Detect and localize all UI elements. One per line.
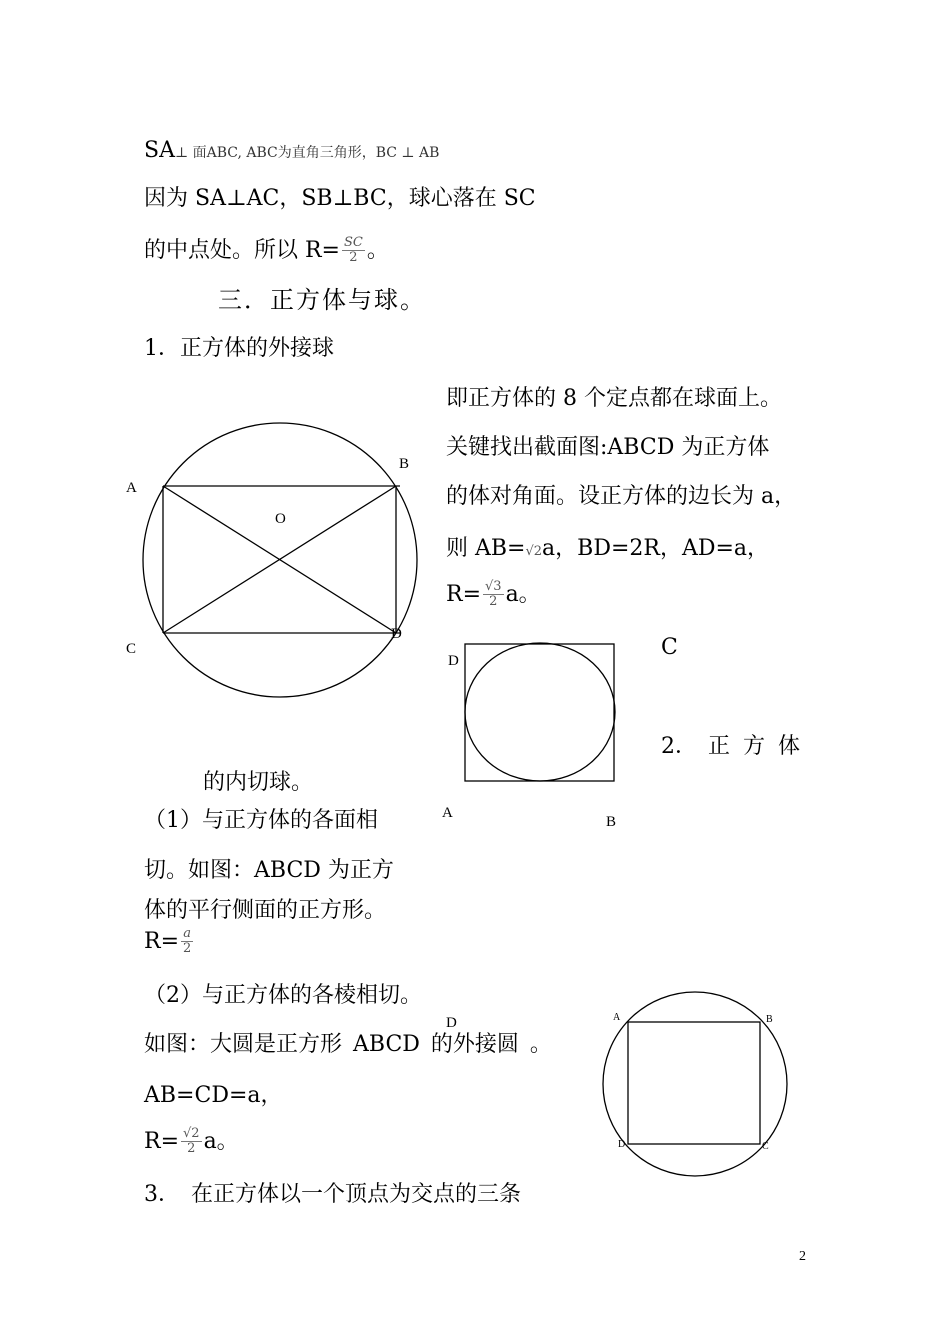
- item-1-title: 1．正方体的外接球: [144, 336, 334, 361]
- sub1-line-b: 切。如图：ABCD 为正方: [144, 858, 394, 883]
- sub1-line-a: （1）与正方体的各面相: [144, 808, 378, 833]
- fig2-label-b: B: [606, 814, 617, 830]
- right-text-2: 关键找出截面图:ABCD 为正方体: [446, 435, 770, 460]
- fig3-label-c: C: [762, 1141, 769, 1152]
- right-text-5: R= $\frac{√3}{2}$ a。: [446, 579, 541, 610]
- sub2-title: （2）与正方体的各棱相切。: [144, 983, 422, 1008]
- fig1-label-o: O: [275, 511, 286, 527]
- sub1-radius: R= $\frac{a}{2}$: [144, 926, 192, 957]
- sub2-description: 如图：大圆是正方形 ABCD 的外接圆 。: [144, 1032, 552, 1057]
- page-number: 2: [799, 1249, 806, 1264]
- fig3-label-b: B: [766, 1014, 773, 1025]
- item-2-title-tail: 2． 正 方 体: [661, 734, 800, 759]
- period: 。: [366, 237, 389, 263]
- fig3-label-d: D: [618, 1139, 626, 1150]
- fig1-label-d: D: [391, 626, 402, 642]
- fig2-label-a: A: [442, 805, 453, 821]
- fraction-sc-2: $\frac{SC}{2}$: [344, 235, 363, 266]
- ab-cd-equals-a: AB=CD=a，: [144, 1083, 283, 1108]
- fraction-sqrt3-2: $\frac{√3}{2}$: [485, 579, 502, 610]
- fig1-label-b: B: [399, 456, 410, 472]
- fig3-top-label-d: D: [446, 1015, 457, 1031]
- fig1-label-c: C: [126, 641, 137, 657]
- fig3-label-a: A: [613, 1012, 621, 1023]
- sqrt2: √2: [525, 544, 543, 559]
- fig2-label-d: D: [448, 653, 459, 669]
- sub2-radius: R= $\frac{√2}{2}$ a。: [144, 1126, 239, 1157]
- perp-statement: ⊥ 面ABC, ABC为直角三角形，BC ⊥ AB: [174, 145, 440, 161]
- section-heading: 三．正方体与球。: [218, 286, 426, 314]
- radius-prefix: 的中点处。所以 R=: [144, 237, 340, 263]
- right-text-3: 的体对角面。设正方体的边长为 a，: [446, 484, 797, 509]
- fig2-label-c: C: [661, 635, 678, 660]
- item-3-title: 3． 在正方体以一个顶点为交点的三条: [144, 1182, 521, 1207]
- text-line-2: 因为 SA⊥AC，SB⊥BC，球心落在 SC: [144, 186, 536, 211]
- sa-label: SA: [144, 138, 175, 163]
- right-text-1: 即正方体的 8 个定点都在球面上。: [446, 386, 782, 411]
- right-text-4: 则 AB=√2a，BD=2R，AD=a，: [446, 536, 770, 561]
- sub1-line-c: 体的平行侧面的正方形。: [144, 898, 387, 923]
- fraction-sqrt2-2: $\frac{√2}{2}$: [183, 1126, 200, 1157]
- fraction-a-2: $\frac{a}{2}$: [183, 926, 192, 957]
- inscribed-sphere-title: 的内切球。: [203, 770, 314, 795]
- fig1-label-a: A: [126, 480, 137, 496]
